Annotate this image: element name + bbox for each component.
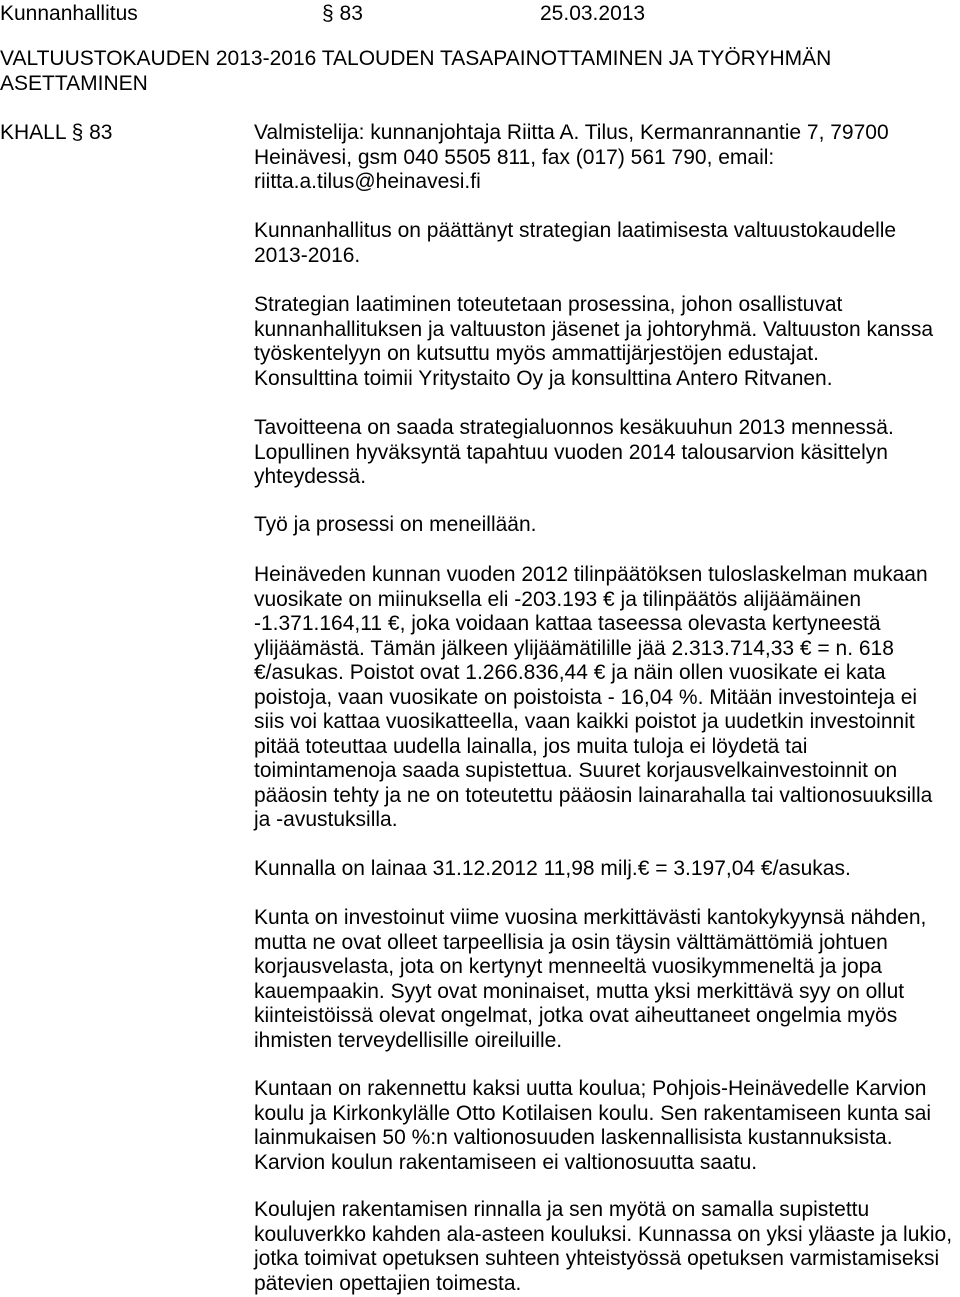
paragraph-line: kauempaakin. Syyt ovat moninaiset, mutta yksi merkittävä syy on ollut (254, 979, 905, 1003)
paragraph-line: Strategian laatiminen toteutetaan prosessina, johon osallistuvat (254, 293, 843, 316)
paragraph-line: Heinäveden kunnan vuoden 2012 tilinpäätöksen tuloslaskelman mukaan (254, 563, 928, 586)
paragraph-line: ylijäämästä. Tämän jälkeen ylijäämätilille jää 2.313.714,33 € = n. 618 (254, 636, 894, 660)
email-address: riitta.a.tilus@heinavesi.fi (254, 170, 481, 193)
paragraph-line: kunnanhallituksen ja valtuuston jäsenet ja johtoryhmä. Valtuuston kanssa (254, 317, 934, 341)
paragraph-line: pätevien opettajien toimesta. (254, 1271, 522, 1295)
paragraph-line: poistoja, vaan vuosikate on poistoista - 16,04 %. Mitään investointeja ei (254, 685, 918, 709)
paragraph (254, 219, 896, 268)
paragraph-line: jotka toimivat opetuksen suhteen yhteistyössä opetuksen varmistamiseksi (254, 1247, 940, 1270)
paragraph-line: €/asukas. Poistot ovat 1.266.836,44 € ja näin ollen vuosikate ei kata (254, 661, 886, 684)
paragraph-line: Konsulttina toimii Yritystaito Oy ja konsulttina Antero Ritvanen. (254, 366, 833, 390)
paragraph-line: Koulujen rakentamisen rinnalla ja sen myötä on samalla supistettu (254, 1198, 870, 1221)
paragraph-line: toimintamenoja saada supistettua. Suuret korjausvelkainvestoinnit on (254, 759, 898, 782)
paragraph-line: -1.371.164,11 €, joka voidaan kattaa taseessa olevasta kertyneestä (254, 612, 881, 635)
paragraph-line: pääosin tehty ja ne on toteutettu pääosin lainarahalla tai valtionosuuksilla (254, 783, 933, 807)
paragraph-line: kiinteistöissä olevat ongelmat, jotka ovat aiheuttaneet ongelmia myös (254, 1004, 898, 1027)
paragraph-line: pitää toteuttaa uudella lainalla, jos muita tuloja ei löydetä tai (254, 734, 808, 758)
paragraph (254, 293, 933, 391)
paragraph-line: Kunnanhallitus on päättänyt strategian laatimisesta valtuustokaudelle (254, 219, 897, 242)
paragraph (254, 1198, 952, 1296)
paragraph-line: 2013-2016. (254, 243, 361, 267)
section-number: § 83 (322, 2, 363, 25)
paragraph-line: Kuntaan on rakennettu kaksi uutta koulua; Pohjois-Heinävedelle Karvion (254, 1077, 927, 1100)
meeting-body: Kunnanhallitus (0, 2, 138, 25)
paragraph-line: Heinävesi, gsm 040 5505 811, fax (017) 561 790, email: (254, 145, 775, 169)
paragraph-line: Työ ja prosessi on meneillään. (254, 513, 537, 536)
document-header (0, 2, 960, 27)
paragraph (254, 857, 851, 882)
paragraph (254, 563, 932, 833)
paragraph-line: korjausvelasta, jota on kertynyt menneeltä vuosikymmeneltä ja jopa (254, 955, 882, 978)
paragraph-line: yhteydessä. (254, 465, 367, 488)
paragraph-line: siis voi kattaa vuosikatteella, vaan kaikki poistot ja uudetkin investoinnit (254, 710, 915, 733)
paragraph (254, 416, 894, 490)
paragraph-line: Lopullinen hyväksyntä tapahtuu vuoden 2014 talousarvion käsittelyn (254, 440, 888, 464)
item-title-line: VALTUUSTOKAUDEN 2013-2016 TALOUDEN TASAPAINOTTAMINEN JA TYÖRYHMÄN (0, 47, 832, 70)
paragraph-line: Kunta on investoinut viime vuosina merkittävästi kantokykyynsä nähden, (254, 906, 927, 929)
paragraph-line: mutta ne ovat olleet tarpeellisia ja osin täysin välttämättömiä johtuen (254, 930, 888, 954)
paragraph-line: Tavoitteena on saada strategialuonnos kesäkuuhun 2013 mennessä. (254, 416, 894, 439)
item-label: KHALL § 83 (0, 121, 113, 144)
paragraph-line: Kunnalla on lainaa 31.12.2012 11,98 milj.€ = 3.197,04 €/asukas. (254, 857, 851, 880)
paragraph-line: Karvion koulun rakentamiseen ei valtionosuutta saatu. (254, 1150, 758, 1174)
item-title (0, 47, 831, 96)
paragraph-line: vuosikate on miinuksella eli -203.193 € ja tilinpäätös alijäämäinen (254, 587, 862, 611)
paragraph-line: lainmukaisen 50 %:n valtionosuuden laskennallisista kustannuksista. (254, 1126, 893, 1149)
paragraph-line: ja -avustuksilla. (254, 808, 398, 831)
paragraph (254, 906, 926, 1053)
paragraph (254, 513, 537, 538)
preparer-paragraph (254, 121, 889, 195)
paragraph-line: Valmistelija: kunnanjohtaja Riitta A. Tilus, Kermanrannantie 7, 79700 (254, 121, 889, 144)
paragraph (254, 1077, 931, 1175)
meeting-date: 25.03.2013 (540, 2, 646, 25)
item-title-line: ASETTAMINEN (0, 71, 148, 95)
paragraph-line: koulu ja Kirkonkylälle Otto Kotilaisen koulu. Sen rakentamiseen kunta sai (254, 1101, 932, 1125)
paragraph-line: ihmisten terveydellisille oireiluille. (254, 1028, 563, 1052)
paragraph-line: kouluverkko kahden ala-asteen kouluksi. Kunnassa on yksi yläaste ja lukio, (254, 1222, 953, 1246)
paragraph-line: työskentelyyn on kutsuttu myös ammattijärjestöjen edustajat. (254, 342, 819, 365)
